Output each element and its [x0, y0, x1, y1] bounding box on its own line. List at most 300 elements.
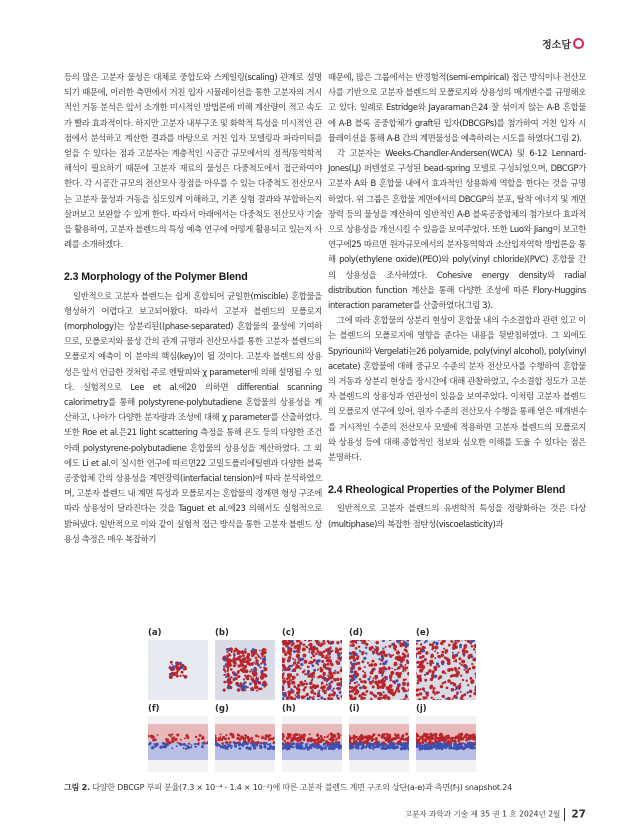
red-bead [307, 666, 310, 669]
red-bead [171, 733, 173, 735]
blue-bead [382, 748, 384, 750]
red-bead [221, 742, 224, 745]
red-bead [243, 651, 245, 653]
blue-bead [338, 687, 341, 690]
blue-bead [293, 650, 296, 653]
red-bead [246, 736, 249, 739]
blue-bead [324, 747, 327, 750]
red-bead [296, 673, 299, 676]
red-bead [240, 682, 243, 685]
red-bead [469, 695, 471, 697]
red-bead [375, 676, 378, 679]
red-bead [313, 659, 316, 662]
blue-bead [329, 642, 332, 645]
red-bead [377, 692, 380, 695]
blue-bead [405, 746, 408, 749]
red-bead [239, 659, 242, 662]
red-bead [419, 736, 422, 739]
blue-bead [356, 681, 358, 683]
red-bead [307, 738, 310, 741]
red-bead [315, 653, 318, 656]
red-bead [453, 660, 455, 662]
red-bead [399, 672, 402, 675]
blue-bead [255, 679, 258, 682]
red-bead [237, 734, 240, 737]
blue-bead [428, 747, 431, 750]
blue-bead [234, 745, 237, 748]
blue-bead [382, 662, 385, 665]
blue-bead [201, 745, 204, 748]
blue-bead [262, 683, 265, 686]
blue-bead [454, 640, 456, 642]
blue-bead [249, 747, 251, 749]
blue-bead [190, 746, 192, 748]
blue-bead [290, 688, 293, 691]
red-bead [363, 681, 365, 683]
figure-panel-b [215, 628, 275, 700]
red-bead [171, 740, 174, 743]
blue-bead [194, 743, 196, 745]
red-bead [426, 694, 429, 697]
blue-bead [219, 744, 221, 746]
red-bead [328, 697, 331, 700]
red-bead [242, 654, 245, 657]
blue-bead [231, 745, 233, 747]
red-bead [230, 651, 232, 653]
red-bead [199, 734, 202, 737]
red-bead [385, 694, 388, 697]
blue-bead [313, 669, 316, 672]
red-bead [380, 679, 384, 683]
red-bead [311, 673, 314, 676]
red-bead [166, 739, 169, 742]
red-bead [430, 664, 432, 666]
blue-bead [305, 645, 307, 647]
red-bead [471, 734, 474, 737]
red-bead [365, 643, 368, 646]
blue-bead [442, 746, 445, 749]
red-bead [173, 736, 175, 738]
red-bead [260, 662, 262, 664]
blue-bead [387, 746, 389, 748]
red-bead [182, 674, 184, 676]
red-bead [235, 648, 238, 651]
red-bead [176, 668, 178, 670]
figure-panel-j [416, 704, 476, 772]
red-bead [379, 663, 381, 665]
red-bead [326, 741, 328, 743]
red-bead [328, 734, 330, 736]
red-bead [465, 650, 468, 653]
red-bead [290, 679, 293, 682]
red-bead [168, 734, 171, 737]
red-bead [427, 734, 429, 736]
blue-bead [425, 640, 427, 642]
red-bead [377, 686, 380, 689]
blue-bead [330, 743, 333, 746]
red-bead [335, 740, 337, 742]
red-bead [230, 676, 232, 678]
red-bead [292, 668, 296, 672]
blue-bead [226, 743, 228, 745]
red-bead [388, 645, 391, 648]
red-bead [363, 741, 366, 744]
blue-bead [305, 743, 307, 745]
red-bead [219, 736, 221, 738]
blue-bead [352, 663, 355, 666]
red-bead [195, 736, 197, 738]
red-bead [329, 693, 332, 696]
journal-section-tag [542, 36, 584, 51]
red-bead [304, 673, 307, 676]
red-bead [228, 653, 230, 655]
red-bead [294, 694, 296, 696]
red-bead [238, 670, 240, 672]
red-bead [288, 694, 291, 697]
blue-bead [426, 746, 428, 748]
blue-bead [171, 664, 173, 666]
red-bead [460, 675, 462, 677]
red-bead [306, 682, 309, 685]
blue-bead [405, 644, 408, 647]
red-bead [405, 733, 408, 736]
red-bead [177, 742, 179, 744]
blue-bead [328, 747, 331, 750]
panel-label: (d) [349, 628, 363, 638]
red-bead [460, 696, 463, 699]
blue-bead [309, 746, 312, 749]
red-bead [288, 742, 291, 745]
blue-bead [303, 747, 306, 750]
red-bead [364, 697, 366, 699]
red-bead [455, 738, 457, 740]
figure-panel-i [349, 704, 409, 772]
blue-bead [305, 745, 308, 748]
red-bead [386, 733, 389, 736]
blue-bead [365, 652, 367, 654]
red-bead [451, 737, 454, 740]
red-bead [293, 661, 296, 664]
blue-bead [339, 691, 342, 694]
red-bead [429, 740, 432, 743]
blue-bead [382, 658, 384, 660]
blue-bead [354, 653, 357, 656]
red-bead [435, 691, 438, 694]
blue-bead [400, 745, 402, 747]
red-bead [447, 661, 451, 665]
red-bead [297, 661, 300, 664]
red-bead [405, 670, 407, 672]
red-bead [376, 648, 378, 650]
red-bead [354, 736, 356, 738]
red-bead [459, 662, 461, 664]
red-bead [421, 655, 424, 658]
blue-bead [223, 658, 226, 661]
red-bead [326, 684, 328, 686]
red-bead [282, 735, 285, 738]
red-bead [421, 660, 424, 663]
red-bead [395, 691, 397, 693]
red-bead [431, 672, 434, 675]
left-paragraph-1: 등의 많은 고분자 물성은 대체로 중합도와 스케일링(scaling) 관계로 설명되기 때문에, 이러한 측면에서 거친 입자 시뮬레이션을 통한 고분자의 거시적인 거동 분석은 앞서 소개한 미시적인 방법론에 비해 계산량이 적고 속도가 빨라 효과적이다. 하지만 고분자 내부구조 및 화학적 특성을 미시적인 관점에서 분석하고 계산한 결과를 바탕으로 거친 입자 모델링과 파라미터를 얻을 수 있다는 점과 고분자는 계층적인 시공간 규모에서의 정적/동역학적 해석이 필요하기 때문에 고분자 재료의 물성은 다중척도에서 접근하여야 한다. 각 시공간 규모의 전산모사 장점을 아우를 수 있는 다중척도 전산모사는 고분자 물성과 거동을 심도있게 이해하고, 기존 실험 결과와 부합하는지 살펴보고 보완할 수 있게 한다. 따라서 아래에서는 다중척도 전산모사 기술을 활용하여, 고분자 블렌드의 특성 예측 연구에 어떻게 활용되고 있는지 사례를 소개하겠다. [64, 72, 322, 250]
red-bead [361, 692, 365, 696]
blue-bead [398, 743, 400, 745]
blue-bead [336, 694, 339, 697]
red-bead [442, 670, 446, 674]
red-bead [295, 733, 298, 736]
red-bead [309, 682, 313, 686]
red-bead [237, 664, 240, 667]
red-bead [227, 669, 229, 671]
red-bead [405, 690, 407, 692]
red-bead [446, 687, 449, 690]
red-bead [385, 739, 387, 741]
red-bead [431, 742, 433, 744]
red-bead [430, 735, 432, 737]
red-bead [243, 739, 246, 742]
red-bead [297, 684, 300, 687]
side-view-snapshot [349, 716, 409, 772]
blue-bead [323, 743, 326, 746]
red-bead [328, 738, 330, 740]
blue-bead [312, 653, 314, 655]
red-bead [337, 741, 339, 743]
red-bead [357, 655, 360, 658]
blue-bead [257, 664, 260, 667]
red-bead [355, 690, 359, 694]
red-bead [420, 688, 422, 690]
red-bead [184, 737, 186, 739]
red-bead [242, 670, 245, 673]
red-bead [434, 668, 437, 671]
red-bead [164, 743, 166, 745]
red-bead [336, 671, 339, 674]
blue-bead [243, 682, 246, 685]
red-bead [366, 741, 368, 743]
blue-bead [223, 665, 226, 668]
red-bead [472, 666, 476, 670]
blue-bead [157, 743, 159, 745]
red-bead [317, 733, 319, 735]
red-bead [313, 696, 315, 698]
red-bead [197, 738, 200, 741]
red-bead [359, 695, 361, 697]
red-bead [349, 694, 353, 698]
red-bead [470, 680, 474, 684]
blue-bead [329, 669, 331, 671]
blue-bead [267, 744, 269, 746]
panel-label: (i) [349, 704, 360, 714]
red-bead [170, 661, 173, 664]
blue-bead [463, 654, 465, 656]
blue-bead [311, 743, 313, 745]
blue-bead [282, 744, 284, 746]
red-bead [454, 645, 457, 648]
red-bead [255, 734, 258, 737]
red-bead [424, 679, 427, 682]
blue-bead [448, 745, 450, 747]
red-bead [455, 660, 457, 662]
red-bead [400, 660, 403, 663]
blue-bead [427, 692, 429, 694]
blue-bead [239, 743, 241, 745]
red-bead [371, 680, 374, 683]
blue-bead [396, 640, 399, 643]
blue-bead [284, 669, 286, 671]
red-bead [430, 655, 433, 658]
red-bead [451, 669, 453, 671]
red-bead [249, 658, 252, 661]
red-bead [152, 735, 155, 738]
red-bead [316, 742, 319, 745]
red-bead [389, 679, 392, 682]
blue-bead [452, 690, 454, 692]
red-bead [265, 738, 267, 740]
red-bead [309, 733, 311, 735]
red-bead [237, 652, 240, 655]
blue-bead [382, 648, 384, 650]
red-bead [232, 664, 234, 666]
red-bead [432, 646, 435, 649]
red-bead [237, 688, 241, 692]
red-bead [170, 676, 172, 678]
red-bead [321, 682, 324, 685]
blue-bead [320, 747, 323, 750]
top-view-snapshot [148, 640, 208, 700]
blue-bead [424, 690, 426, 692]
blue-bead [307, 674, 309, 676]
blue-bead [251, 670, 253, 672]
blue-bead [245, 746, 248, 749]
red-bead [287, 682, 291, 686]
red-bead [460, 742, 463, 745]
red-bead [448, 741, 450, 743]
red-bead [254, 652, 257, 655]
red-bead [433, 737, 435, 739]
red-bead [454, 740, 457, 743]
blue-bead [473, 747, 475, 749]
blue-bead [234, 742, 237, 745]
red-bead [260, 657, 262, 659]
blue-bead [289, 668, 291, 670]
red-bead [385, 654, 388, 657]
side-view-snapshot [282, 716, 342, 772]
blue-bead [362, 744, 365, 747]
blue-bead [328, 683, 331, 686]
red-bead [299, 642, 302, 645]
blue-bead [261, 670, 264, 673]
red-bead [419, 692, 422, 695]
blue-bead [424, 674, 426, 676]
red-bead [311, 647, 314, 650]
blue-bead [339, 659, 341, 661]
blue-bead [459, 644, 462, 647]
blue-bead [453, 744, 455, 746]
red-bead [437, 652, 439, 654]
red-bead [302, 654, 306, 658]
red-bead [333, 672, 336, 675]
red-bead [328, 671, 330, 673]
blue-bead [187, 746, 190, 749]
blue-bead [292, 746, 294, 748]
blue-bead [406, 659, 408, 661]
blue-bead [337, 743, 340, 746]
blue-bead [245, 690, 247, 692]
red-bead [329, 656, 331, 658]
red-bead [445, 649, 449, 653]
red-bead [468, 667, 471, 670]
blue-bead [350, 670, 353, 673]
red-bead [416, 694, 419, 697]
red-bead [352, 641, 354, 643]
red-bead [304, 680, 306, 682]
red-bead [248, 740, 250, 742]
blue-bead [405, 694, 407, 696]
red-bead [464, 669, 466, 671]
blue-bead [434, 743, 436, 745]
blue-bead [361, 746, 364, 749]
red-bead [471, 654, 473, 656]
red-bead [205, 743, 207, 745]
blue-bead [263, 745, 266, 748]
blue-bead [329, 650, 332, 653]
red-bead [463, 660, 465, 662]
red-bead [455, 669, 458, 672]
red-bead [310, 690, 314, 694]
red-bead [364, 674, 366, 676]
blue-bead [445, 746, 448, 749]
blue-bead [298, 745, 300, 747]
blue-bead [161, 747, 163, 749]
red-bead [255, 657, 258, 660]
blue-bead [349, 679, 352, 682]
blue-bead [183, 747, 185, 749]
red-bead [288, 656, 291, 659]
blue-bead [180, 666, 183, 669]
red-bead [239, 737, 242, 740]
red-bead [469, 677, 472, 680]
blue-bead [353, 678, 356, 681]
red-bead [385, 646, 387, 648]
blue-bead [436, 662, 439, 665]
blue-bead [396, 679, 399, 682]
blue-bead [418, 744, 421, 747]
blue-bead [456, 653, 458, 655]
red-bead [361, 651, 364, 654]
right-paragraph-3: 그에 따라 혼합물의 상분리 현상이 혼합물 내의 수소결합과 관련 있고 이는 블렌드의 모폴로지에 영향을 준다는 내용을 뒷받침하였다. 그 외에도 Spyriouni와 Vergelati는26 polyamide, poly(vinyl alcohol), poly(vinyl acetate) 혼합물에 대해 중규모 수준의 분자 전산모사를 수행하여 혼합물의 거동과 상분리 현상을 장시간에 대해 관찰하였고, 수소결합 정도가 고분자 블렌드의 상용성과 연관성이 있음을 보여주었다. 이처럼 고분자 블렌드의 모폴로지 연구에 있어, 원자 수준의 전산모사 수행을 통해 얻은 매개변수를 거시적인 수준의 전산모사 모델에 적용하면 고분자 블렌드의 모폴로지와 상용성 등에 대해 종합적인 정보와 심오한 이해를 도울 수 있다는 점은 분명하다. [328, 315, 586, 463]
red-bead [316, 739, 318, 741]
red-bead [168, 741, 171, 744]
blue-bead [438, 748, 440, 750]
blue-bead [335, 745, 337, 747]
red-bead [394, 669, 396, 671]
red-bead [326, 659, 329, 662]
red-bead [304, 688, 306, 690]
red-bead [467, 640, 470, 643]
red-bead [456, 691, 459, 694]
blue-bead [359, 650, 361, 652]
red-bead [324, 736, 326, 738]
red-bead [370, 736, 373, 739]
journal-info: 고분자 과학과 기술 제 35 권 1 호 2024년 2월 [404, 809, 561, 819]
blue-bead [229, 679, 231, 681]
red-bead [462, 679, 464, 681]
red-bead [419, 675, 421, 677]
red-bead [396, 743, 398, 745]
top-view-snapshot [282, 640, 342, 700]
red-bead [462, 649, 466, 653]
blue-bead [375, 646, 377, 648]
